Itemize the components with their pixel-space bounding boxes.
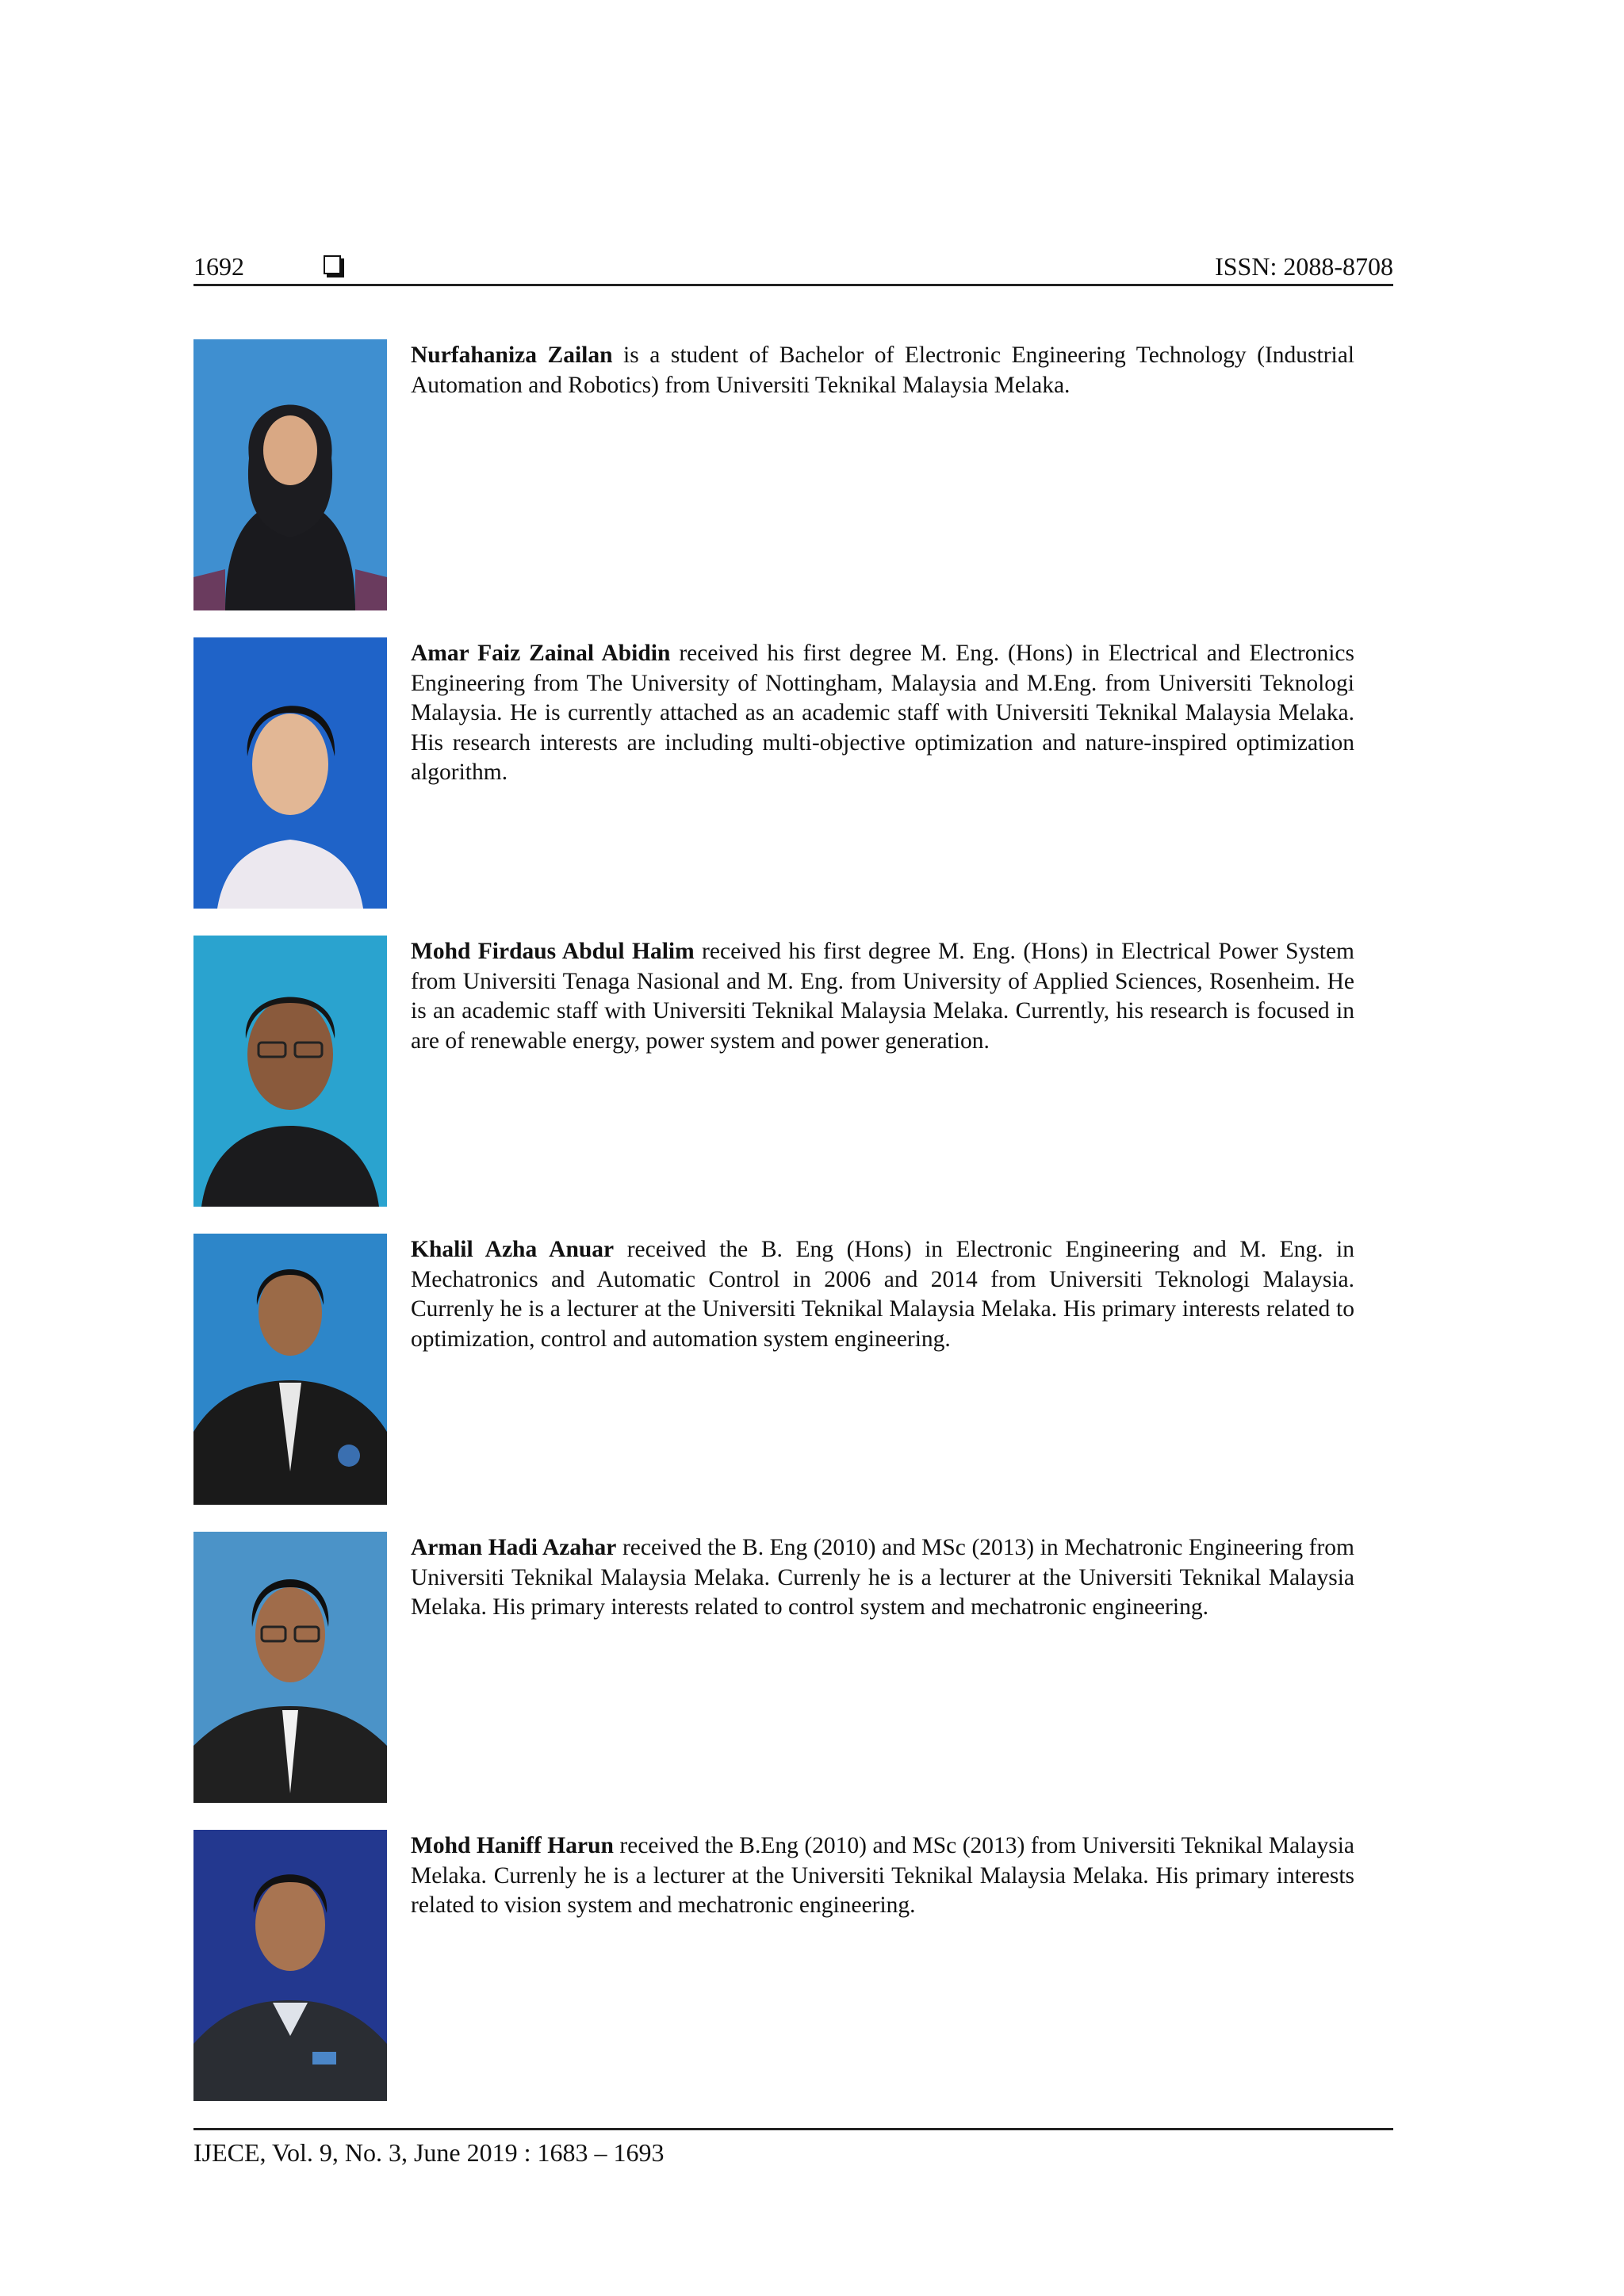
issn: ISSN: 2088-8708 — [1215, 252, 1393, 281]
author-photo-image — [193, 1234, 387, 1505]
author-bio — [193, 1830, 1359, 2101]
journal-citation: IJECE, Vol. 9, No. 3, June 2019 : 1683 – 1693 — [193, 2138, 665, 2167]
page-footer — [193, 2128, 1393, 2168]
author-photo — [193, 1532, 387, 1803]
bio-text — [411, 639, 1354, 788]
bio-text — [411, 341, 1354, 400]
author-name: Mohd Haniff Harun — [411, 1833, 614, 1858]
author-name: Amar Faiz Zainal Abidin — [411, 641, 671, 666]
author-bio — [193, 1532, 1359, 1803]
author-name: Nurfahaniza Zailan — [411, 342, 613, 368]
author-photo — [193, 1830, 387, 2101]
author-photo — [193, 339, 387, 610]
bio-text — [411, 937, 1354, 1056]
author-name: Mohd Firdaus Abdul Halim — [411, 939, 695, 964]
bio-description: received his first degree M. Eng. (Hons) in Electrical Power System from Universiti Tenaga Nasional and M. Eng. from University of Applied Sciences, Rosenheim. He is an academic staff with Universiti Teknikal Malaysia Melaka. Currently, his research is focused in are of renewable energy, power system and power generation. — [411, 939, 1354, 1054]
author-photo-image — [193, 1830, 387, 2101]
bio-text — [411, 1533, 1354, 1623]
author-name: Arman Hadi Azahar — [411, 1535, 617, 1560]
bio-description: received the B. Eng (2010) and MSc (2013) in Mechatronic Engineering from Universiti Teknikal Malaysia Melaka. Currenly he is a lecturer at the Universiti Teknikal Malaysia Melaka. His primary interests related to control system and mechatronic engineering. — [411, 1535, 1354, 1621]
author-photo-image — [193, 936, 387, 1207]
author-photo-image — [193, 339, 387, 610]
author-photo-image — [193, 1532, 387, 1803]
box-icon — [324, 255, 341, 274]
page-header — [193, 252, 1393, 286]
author-bio — [193, 339, 1359, 610]
bio-description: received his first degree M. Eng. (Hons) in Electrical and Electronics Engineering from The University of Nottingham, Malaysia and M.Eng. from Universiti Teknologi Malaysia. He is currently attached as an academic staff with Universiti Teknikal Malaysia Melaka. His research interests are including multi-objective optimization and nature-inspired optimization algorithm. — [411, 641, 1355, 786]
bio-description: received the B. Eng (Hons) in Electronic Engineering and M. Eng. in Mechatronics and Automatic Control in 2006 and 2014 from Universiti Teknologi Malaysia. Currenly he is a lecturer at the Universiti Teknikal Malaysia Melaka. His primary interests related to optimization, control and automation system engineering. — [411, 1237, 1355, 1352]
bio-text — [411, 1831, 1354, 1921]
author-photo — [193, 936, 387, 1207]
author-bio — [193, 936, 1359, 1207]
bio-text — [411, 1235, 1354, 1354]
author-photo-image — [193, 637, 387, 909]
author-photo — [193, 1234, 387, 1505]
bio-description: received the B.Eng (2010) and MSc (2013) from Universiti Teknikal Malaysia Melaka. Currenly he is a lecturer at the Universiti Teknikal Malaysia Melaka. His primary interests related to vision system and mechatronic engineering. — [411, 1833, 1354, 1919]
bio-description: is a student of Bachelor of Electronic Engineering Technology (Industrial Automation and Robotics) from Universiti Teknikal Malaysia Melaka. — [411, 342, 1354, 398]
page-number: 1692 — [193, 252, 244, 281]
author-photo — [193, 637, 387, 909]
author-bio — [193, 1234, 1359, 1505]
author-name: Khalil Azha Anuar — [411, 1237, 615, 1262]
author-bio — [193, 637, 1359, 909]
